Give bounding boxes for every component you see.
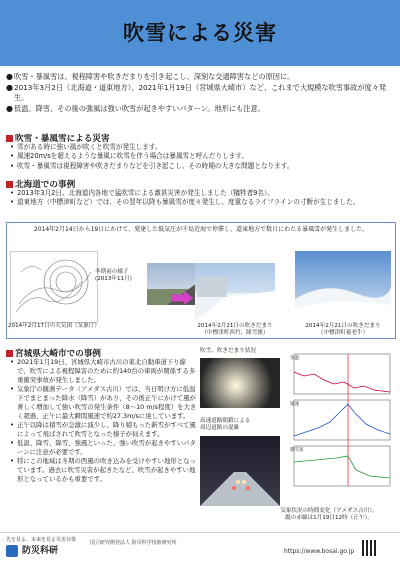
list-item: • 2021年1月19日、宮城県大崎市古川の東北自動車道下り線で、吹雪による視程障害のために約140台の車両が関係する多重衝突事故が発生しました。	[10, 358, 196, 384]
bullet-icon: •	[10, 421, 15, 429]
map-note: 冬期前の様子 (2013年11月)	[95, 269, 132, 282]
footer-slogan: 先を見る、未来を見る災害対策	[6, 537, 77, 543]
section-heading: 北海道での事例	[6, 178, 75, 190]
wind-label: 風速	[290, 402, 299, 407]
bullet-icon: ●	[6, 83, 13, 92]
section-list	[10, 143, 396, 171]
graph-caption: 気象状況の時間変化（アメダス古川）。 縦の赤線は1月19日12時（正午）。	[280, 508, 378, 521]
list-item: • 2013年3月2日、北海道内各地で猛吹雪による激甚災害が発生しました（犠牲者9名）。	[10, 189, 274, 197]
list-item: • 低温、降雪、降雪、強風といった、強い吹雪が起きやすいパターンに注意が必要です。	[10, 439, 196, 456]
list-item: • 正午以降は積雪が急激に減少し、降り積もった新雪がすべて風によって飛ばされて吹雪となった様子が伺えます。	[10, 421, 196, 438]
blizzard-photo	[200, 358, 280, 408]
nied-logo-icon	[6, 545, 18, 557]
section-list	[10, 189, 396, 208]
footer-address: 国立研究開発法人 防災科学技術研究所	[90, 540, 177, 546]
weather-map-caption: 2014年2月17日の天気図（気象庁）	[7, 323, 101, 329]
bullet-icon: •	[10, 152, 15, 161]
temp-label: 気温	[290, 356, 299, 361]
section-heading: 吹雪・暴風雪による災害	[6, 132, 110, 144]
bullet-icon: •	[10, 161, 15, 170]
bullet-icon: •	[10, 198, 15, 207]
intro-list	[6, 72, 398, 115]
bullet-icon: •	[10, 143, 15, 151]
road-congestion-drawing	[200, 436, 280, 506]
bullet-icon: •	[10, 457, 15, 465]
intro-item: ● 2013年3月2日（北海道・道東地方）、2021年1月19日（宮城県大崎市）など、これまで大規模な吹雪事故が度々発生。	[6, 83, 387, 102]
drift-photo-1	[195, 263, 275, 321]
footer-url[interactable]: https://www.bosai.go.jp	[284, 548, 355, 555]
drift-photo-2-drawing	[295, 251, 391, 321]
section-list	[10, 358, 198, 484]
section-square-icon	[6, 350, 13, 357]
timeseries-drawing	[286, 352, 396, 504]
bullet-icon: •	[10, 189, 15, 197]
bullet-icon: ●	[6, 104, 13, 113]
qr-code-icon	[362, 540, 378, 556]
list-item: • 道東地方（中標津町など）では、その翌年以降も暴風雪が度々発生し、度重なるライフラインの寸断が生じました。	[10, 198, 360, 207]
snow-label: 積雪深	[290, 448, 304, 453]
bullet-icon: •	[10, 385, 15, 393]
road-congestion-photo	[200, 436, 280, 506]
section-heading: 宮城県大崎市での事例	[6, 347, 101, 359]
drift2-caption: 2014年2月21日の吹きだまり （中標津町養老牛）	[305, 323, 381, 336]
intro-item: ● 吹雪・暴風雪は、視程障害や吹きだまりを引き起こし、深刻な交通障害などの原因に。	[6, 72, 295, 81]
bullet-icon: ●	[6, 72, 13, 81]
photo2-caption: 高速道路閉鎖による 周辺道路の混雑	[200, 418, 251, 431]
photo-panel-caption: 2014年2月14日から19日にかけて、発達した低気圧が千島近海で停滞し、道東地方で数日にわたる暴風雪が発生しました。	[33, 226, 369, 233]
footer-org: 防災科研	[22, 546, 59, 556]
bullet-icon: •	[10, 358, 15, 366]
drift-photo-1-drawing	[195, 263, 275, 321]
list-item: • 吹雪・暴風雪は視程障害や吹きだまりなどを引き起こし、その時期の大きな問題となります。	[10, 161, 294, 170]
drift1-caption: 2014年2月21日の吹きだまり （中標津町西竹、隊雪後）	[197, 323, 273, 336]
section-square-icon	[6, 135, 13, 142]
list-item: • 風速20m/sを超えるような暴風に吹雪を伴う場合は暴風雪と呼んだりします。	[10, 152, 248, 161]
intro-item: ● 低温、降雪、その後の強風は強い吹雪が起きやすいパターン。地形にも注意。	[6, 104, 265, 113]
weather-timeseries-graph	[286, 352, 396, 504]
bullet-icon: •	[10, 439, 15, 447]
weather-map-image	[10, 251, 98, 323]
page-title: 吹雪による災害	[123, 21, 277, 45]
drift-photo-2	[295, 251, 391, 321]
footer-divider	[0, 532, 400, 533]
hokkaido-photo-panel	[6, 222, 396, 339]
section-square-icon	[6, 181, 13, 188]
photo1-caption: 吹雪、吹きだまり状況	[200, 348, 256, 354]
list-item: • 雪がある時に強い風が吹くと吹雪が発生します。	[10, 143, 162, 151]
weather-map-drawing	[11, 252, 97, 322]
list-item: • 気象庁の観測データ（アメダス古川）では、当日明け方に低温下でまとまった降水（降雪）があり、その後正午にかけて風が著しく増加して強い吹雪の発生条件（8～10 m/s程度）を大きく超過、正午に最大瞬間風速で約27.3m/sに達しています。	[10, 385, 197, 420]
list-item: • 特にこの地域は冬期の西風の吹き込みを受けやすい地形となっています。過去に吹雪災害が起きたなど、吹雪が起きやすい地形となっているかも重要です。	[10, 457, 196, 483]
